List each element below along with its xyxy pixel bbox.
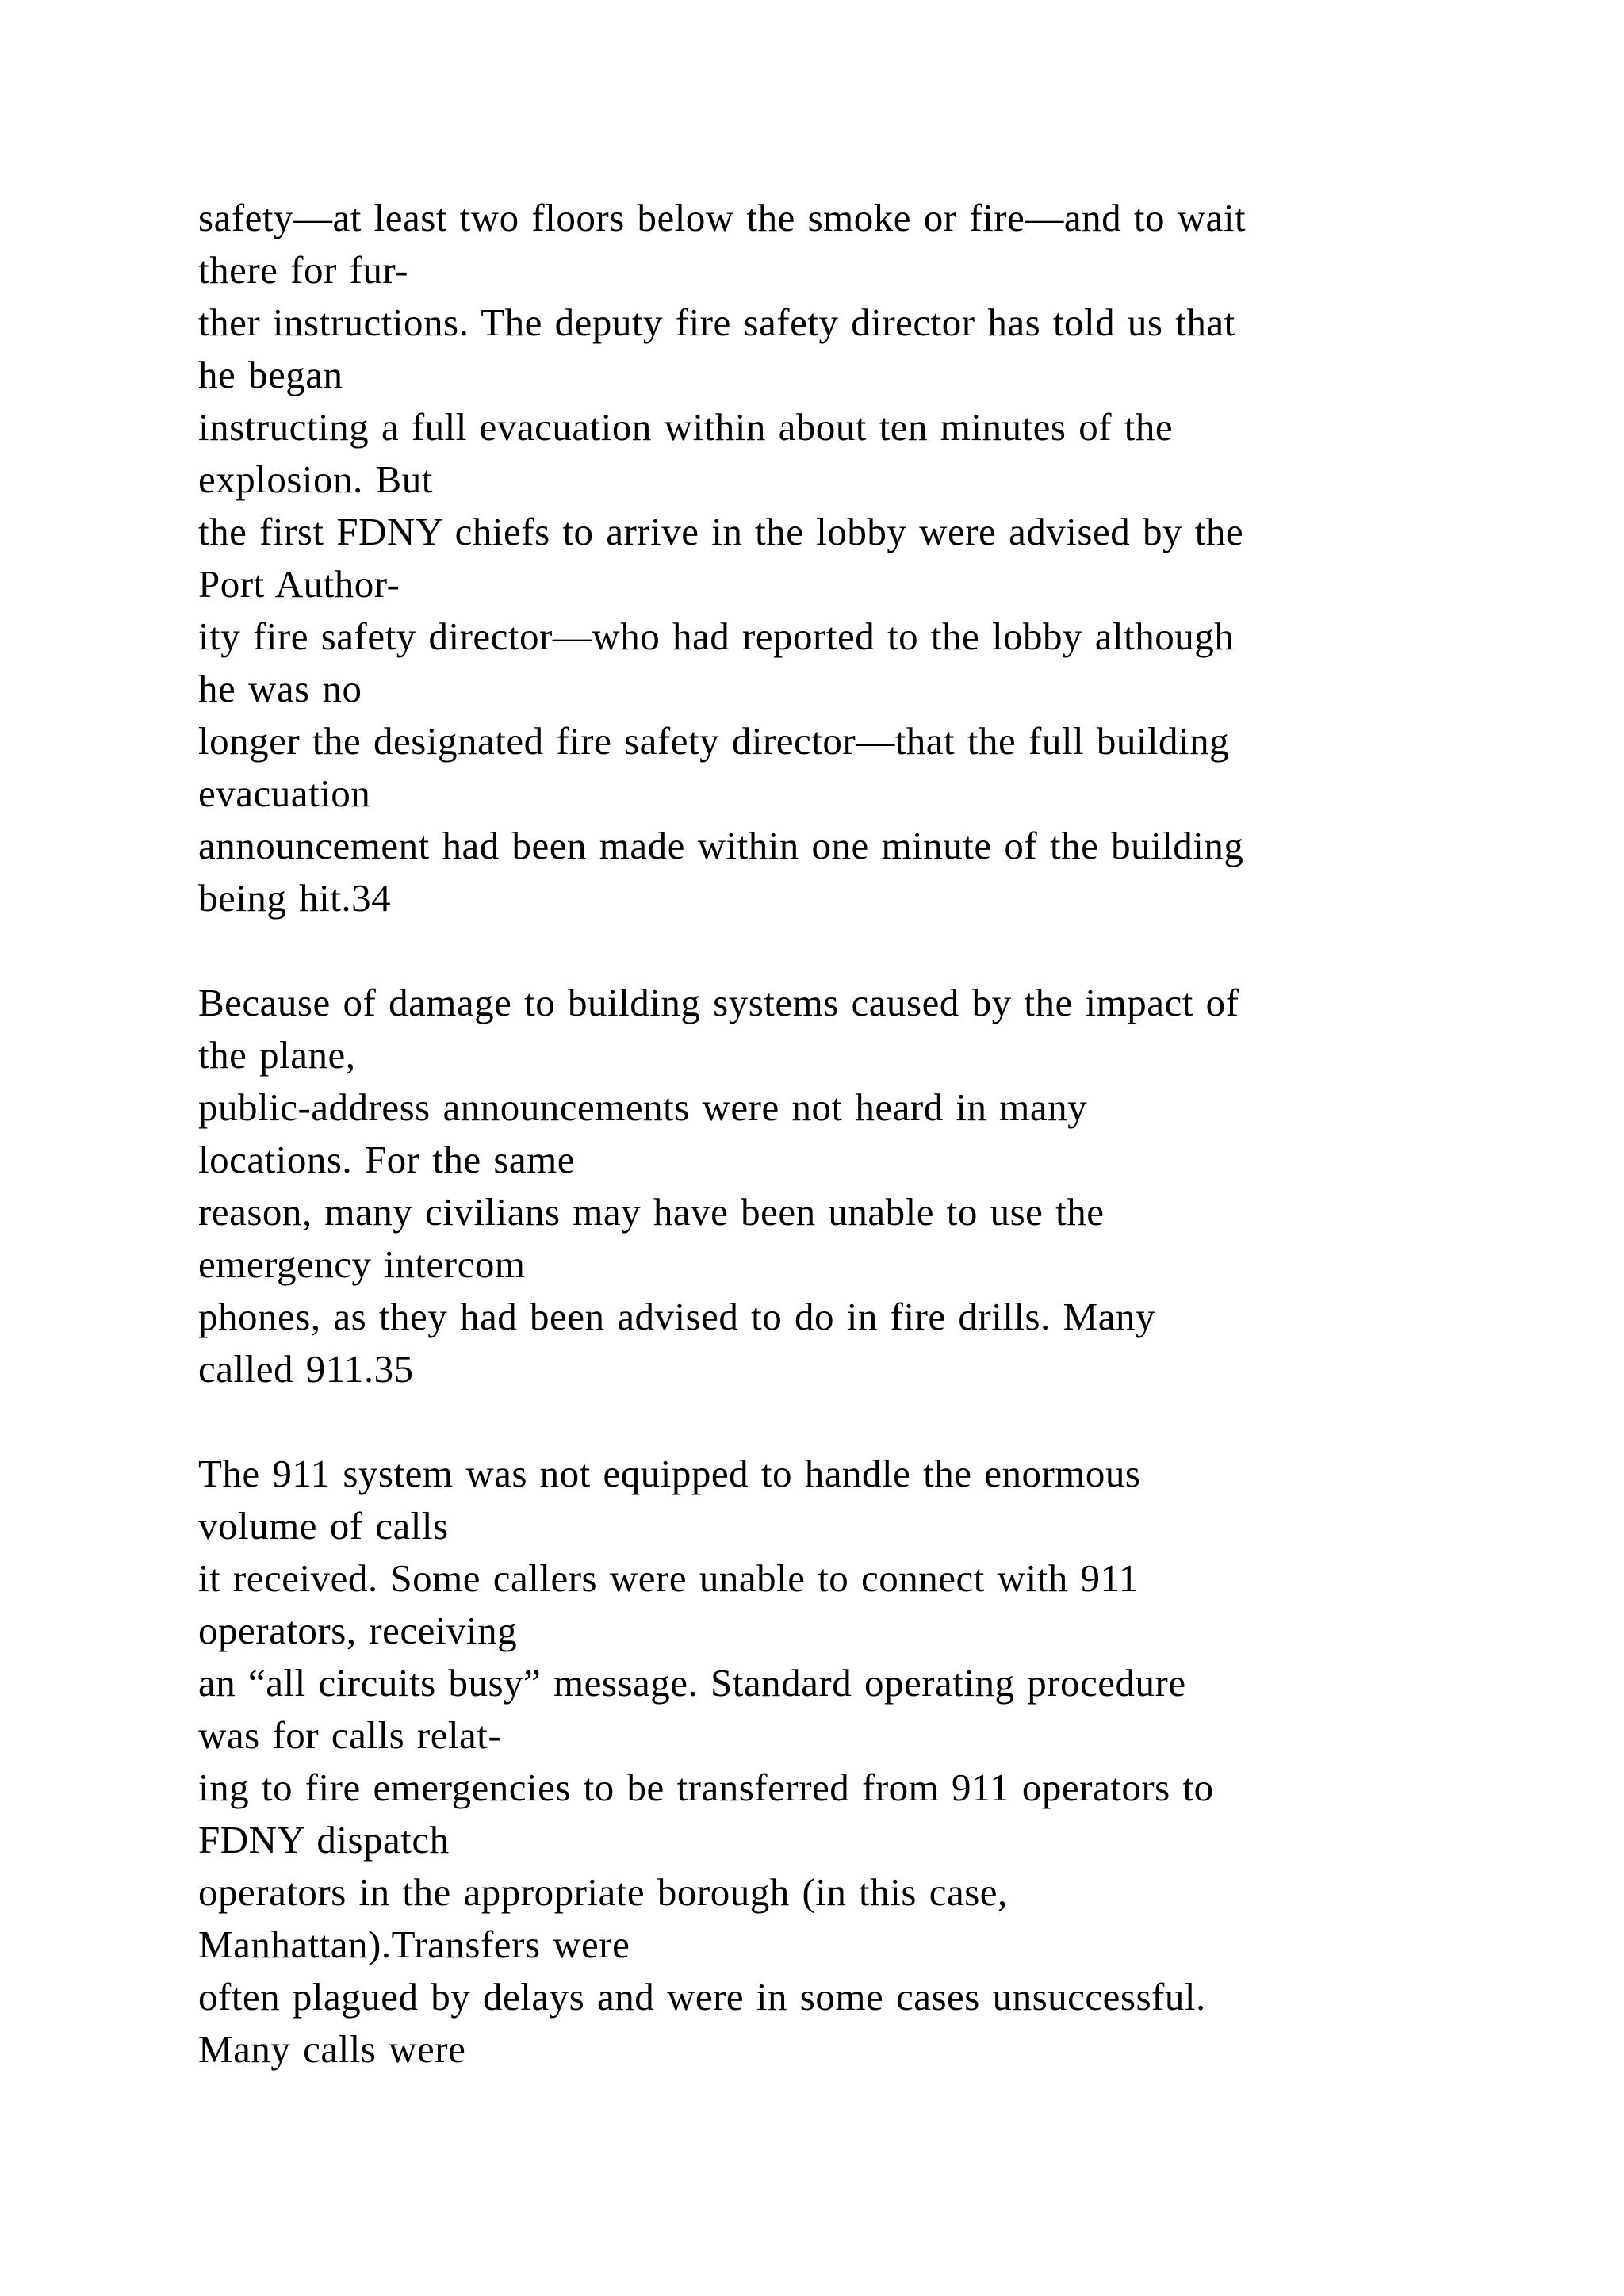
text-line: was for calls relat-: [198, 1713, 502, 1757]
text-line: evacuation: [198, 771, 371, 815]
text-line: ing to fire emergencies to be transferred from 911 operators to: [198, 1766, 1214, 1809]
text-line: volume of calls: [198, 1504, 449, 1548]
text-line: operators in the appropriate borough (in this case,: [198, 1870, 1008, 1914]
text-line: announcement had been made within one minute of the building: [198, 824, 1244, 867]
text-line: longer the designated fire safety director—that the full building: [198, 719, 1230, 763]
text-line: Many calls were: [198, 2027, 466, 2071]
text-line: Port Author-: [198, 562, 400, 606]
text-line: ity fire safety director—who had reported to the lobby although: [198, 614, 1235, 658]
text-line: phones, as they had been advised to do in fire drills. Many: [198, 1295, 1155, 1338]
text-line: being hit.34: [198, 876, 392, 920]
text-line: the first FDNY chiefs to arrive in the lobby were advised by the: [198, 510, 1244, 553]
text-line: FDNY dispatch: [198, 1818, 450, 1862]
text-line: an “all circuits busy” message. Standard operating procedure: [198, 1661, 1186, 1705]
paragraph-1: [198, 192, 1499, 924]
paragraph-2: [198, 977, 1499, 1395]
document-body: [198, 192, 1499, 2076]
text-line: public-address announcements were not heard in many: [198, 1085, 1088, 1129]
text-line: instructing a full evacuation within about ten minutes of the: [198, 405, 1174, 449]
text-line: The 911 system was not equipped to handle the enormous: [198, 1452, 1141, 1495]
text-line: he began: [198, 353, 343, 396]
text-line: locations. For the same: [198, 1138, 576, 1181]
text-line: the plane,: [198, 1033, 356, 1077]
text-line: emergency intercom: [198, 1242, 526, 1286]
text-line: Because of damage to building systems caused by the impact of: [198, 981, 1239, 1024]
text-line: often plagued by delays and were in some cases unsuccessful.: [198, 1975, 1206, 2019]
text-line: he was no: [198, 667, 362, 710]
text-line: reason, many civilians may have been unable to use the: [198, 1190, 1105, 1234]
text-line: there for fur-: [198, 248, 409, 292]
text-line: safety—at least two floors below the smoke or fire—and to wait: [198, 196, 1247, 239]
text-line: explosion. But: [198, 457, 433, 501]
text-line: operators, receiving: [198, 1609, 518, 1652]
text-line: ther instructions. The deputy fire safety director has told us that: [198, 300, 1235, 344]
paragraph-3: [198, 1448, 1499, 2076]
text-line: it received. Some callers were unable to connect with 911: [198, 1556, 1139, 1600]
text-line: called 911.35: [198, 1347, 414, 1391]
text-line: Manhattan).Transfers were: [198, 1923, 630, 1966]
